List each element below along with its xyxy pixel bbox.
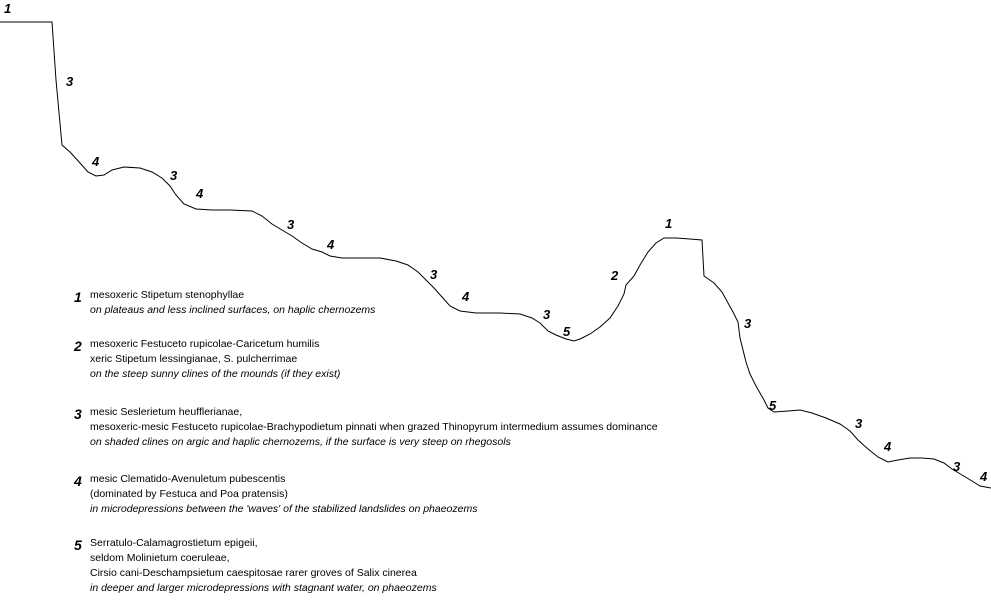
legend-number: 1 xyxy=(74,289,82,305)
legend-community-line: mesoxeric Stipetum stenophyllae xyxy=(90,289,245,301)
profile-label-3: 3 xyxy=(66,74,74,89)
legend-habitat-line: in microdepressions between the 'waves' of the stabilized landslides on phaeozems xyxy=(90,503,478,515)
legend-number: 3 xyxy=(74,406,82,422)
profile-label-5: 5 xyxy=(563,324,571,339)
legend-number: 5 xyxy=(74,537,82,553)
legend-entry-4 xyxy=(74,472,477,517)
legend-habitat-line: on shaded clines on argic and haplic chernozems, if the surface is very steep on rhegosols xyxy=(90,436,511,448)
profile-label-3: 3 xyxy=(953,459,961,474)
profile-label-4: 4 xyxy=(92,154,100,169)
profile-label-3: 3 xyxy=(287,217,295,232)
legend-community-line: mesoxeric-mesic Festuceto rupicolae-Brachypodietum pinnati when grazed Thinopyrum intermedium assumes dominance xyxy=(90,421,658,433)
profile-label-3: 3 xyxy=(855,416,863,431)
profile-label-2: 2 xyxy=(611,268,619,283)
profile-label-4: 4 xyxy=(327,237,335,252)
legend-number: 4 xyxy=(74,473,82,489)
legend-community-line: Serratulo-Calamagrostietum epigeii, xyxy=(90,537,258,549)
legend-number: 2 xyxy=(74,338,82,354)
legend-community-line: (dominated by Festuca and Poa pratensis) xyxy=(90,488,288,500)
profile-label-3: 3 xyxy=(430,267,438,282)
profile-label-3: 3 xyxy=(744,316,752,331)
legend-community-line: xeric Stipetum lessingianae, S. pulcherrimae xyxy=(90,353,298,365)
legend-entry-3 xyxy=(74,405,658,450)
legend-community-line: seldom Molinietum coeruleae, xyxy=(90,552,230,564)
legend-entry-2 xyxy=(74,337,340,382)
profile-label-1: 1 xyxy=(665,216,673,231)
legend-community-line: Cirsio cani-Deschampsietum caespitosae rarer groves of Salix cinerea xyxy=(90,567,417,579)
legend-habitat-line: in deeper and larger microdepressions with stagnant water, on phaeozems xyxy=(90,582,437,594)
profile-label-4: 4 xyxy=(196,186,204,201)
legend-habitat-line: on plateaus and less inclined surfaces, on haplic chernozems xyxy=(90,304,376,316)
profile-label-3: 3 xyxy=(543,307,551,322)
legend-community-line: mesic Clematido-Avenuletum pubescentis xyxy=(90,473,286,485)
profile-label-5: 5 xyxy=(769,398,777,413)
profile-label-4: 4 xyxy=(980,469,988,484)
legend-entry-5 xyxy=(74,536,437,596)
profile-label-3: 3 xyxy=(170,168,178,183)
legend-entry-1 xyxy=(74,288,375,318)
profile-label-4: 4 xyxy=(884,439,892,454)
legend-habitat-line: on the steep sunny clines of the mounds (if they exist) xyxy=(90,368,341,380)
legend-community-line: mesoxeric Festuceto rupicolae-Caricetum humilis xyxy=(90,338,320,350)
profile-label-1: 1 xyxy=(4,1,12,16)
profile-label-4: 4 xyxy=(462,289,470,304)
legend-community-line: mesic Seslerietum heufflerianae, xyxy=(90,406,243,418)
